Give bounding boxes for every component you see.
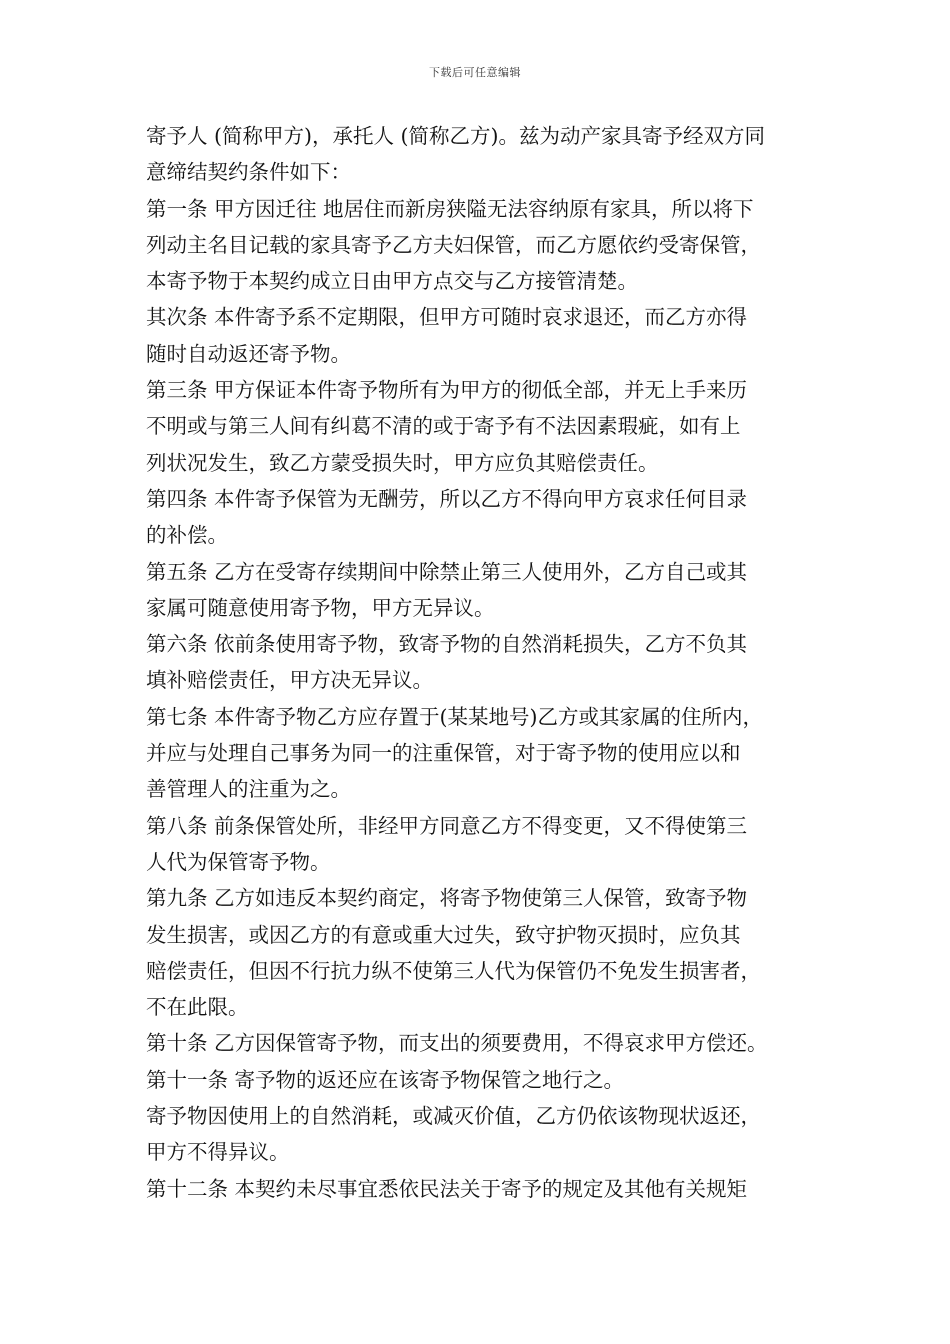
text-line: 第六条 依前条使用寄予物，致寄予物的自然消耗损失，乙方不负其 — [146, 632, 748, 657]
text-line: 列动主名目记载的家具寄予乙方夫妇保管，而乙方愿依约受寄保管， — [146, 232, 761, 257]
text-line: 第十一条 寄予物的返还应在该寄予物保管之地行之。 — [146, 1067, 625, 1092]
text-line: 意缔结契约条件如下： — [146, 160, 351, 185]
page-header-note: 下载后可任意编辑 — [429, 66, 521, 79]
text-line: 第七条 本件寄予物乙方应存置于(某某地号)乙方或其家属的住所内， — [146, 704, 764, 729]
text-line: 填补赔偿责任，甲方决无异议。 — [146, 668, 433, 693]
text-line: 不明或与第三人间有纠葛不清的或于寄予有不法因素瑕疵，如有上 — [146, 414, 741, 439]
text-line: 随时自动返还寄予物。 — [146, 341, 351, 366]
text-line: 第十条 乙方因保管寄予物，而支出的须要费用，不得哀求甲方偿还。 — [146, 1031, 768, 1056]
text-line: 第九条 乙方如违反本契约商定，将寄予物使第三人保管，致寄予物 — [146, 886, 748, 911]
text-line: 寄予物因使用上的自然消耗，或减灭价值，乙方仍依该物现状返还， — [146, 1104, 761, 1129]
text-line: 其次条 本件寄予系不定期限，但甲方可随时哀求退还，而乙方亦得 — [146, 305, 748, 330]
text-line: 第三条 甲方保证本件寄予物所有为甲方的彻低全部，并无上手来历 — [146, 378, 748, 403]
text-line: 的补偿。 — [146, 523, 228, 548]
text-line: 发生损害，或因乙方的有意或重大过失，致守护物灭损时，应负其 — [146, 922, 741, 947]
text-line: 第一条 甲方因迁往 地居住而新房狭隘无法容纳原有家具，所以将下 — [146, 196, 754, 221]
text-line: 第十二条 本契约未尽事宜悉依民法关于寄予的规定及其他有关规矩 — [146, 1176, 748, 1201]
text-line: 列状况发生，致乙方蒙受损失时，甲方应负其赔偿责任。 — [146, 450, 659, 475]
text-line: 第八条 前条保管处所，非经甲方同意乙方不得变更，又不得使第三 — [146, 813, 748, 838]
text-line: 甲方不得异议。 — [146, 1140, 290, 1165]
text-line: 第五条 乙方在受寄存续期间中除禁止第三人使用外，乙方自己或其 — [146, 559, 748, 584]
text-line: 不在此限。 — [146, 995, 249, 1020]
contract-body — [146, 118, 816, 1207]
text-line: 第四条 本件寄予保管为无酬劳，所以乙方不得向甲方哀求任何目录 — [146, 486, 748, 511]
text-line: 寄予人 (简称甲方)，承托人 (简称乙方)。兹为动产家具寄予经双方同 — [146, 124, 766, 148]
text-line: 赔偿责任，但因不行抗力纵不使第三人代为保管仍不免发生损害者， — [146, 958, 761, 983]
text-line: 人代为保管寄予物。 — [146, 849, 331, 874]
text-line: 并应与处理自己事务为同一的注重保管，对于寄予物的使用应以和 — [146, 741, 741, 766]
text-line: 本寄予物于本契约成立日由甲方点交与乙方接管清楚。 — [146, 269, 638, 294]
text-line: 善管理人的注重为之。 — [146, 777, 351, 802]
text-line: 家属可随意使用寄予物，甲方无异议。 — [146, 595, 495, 620]
